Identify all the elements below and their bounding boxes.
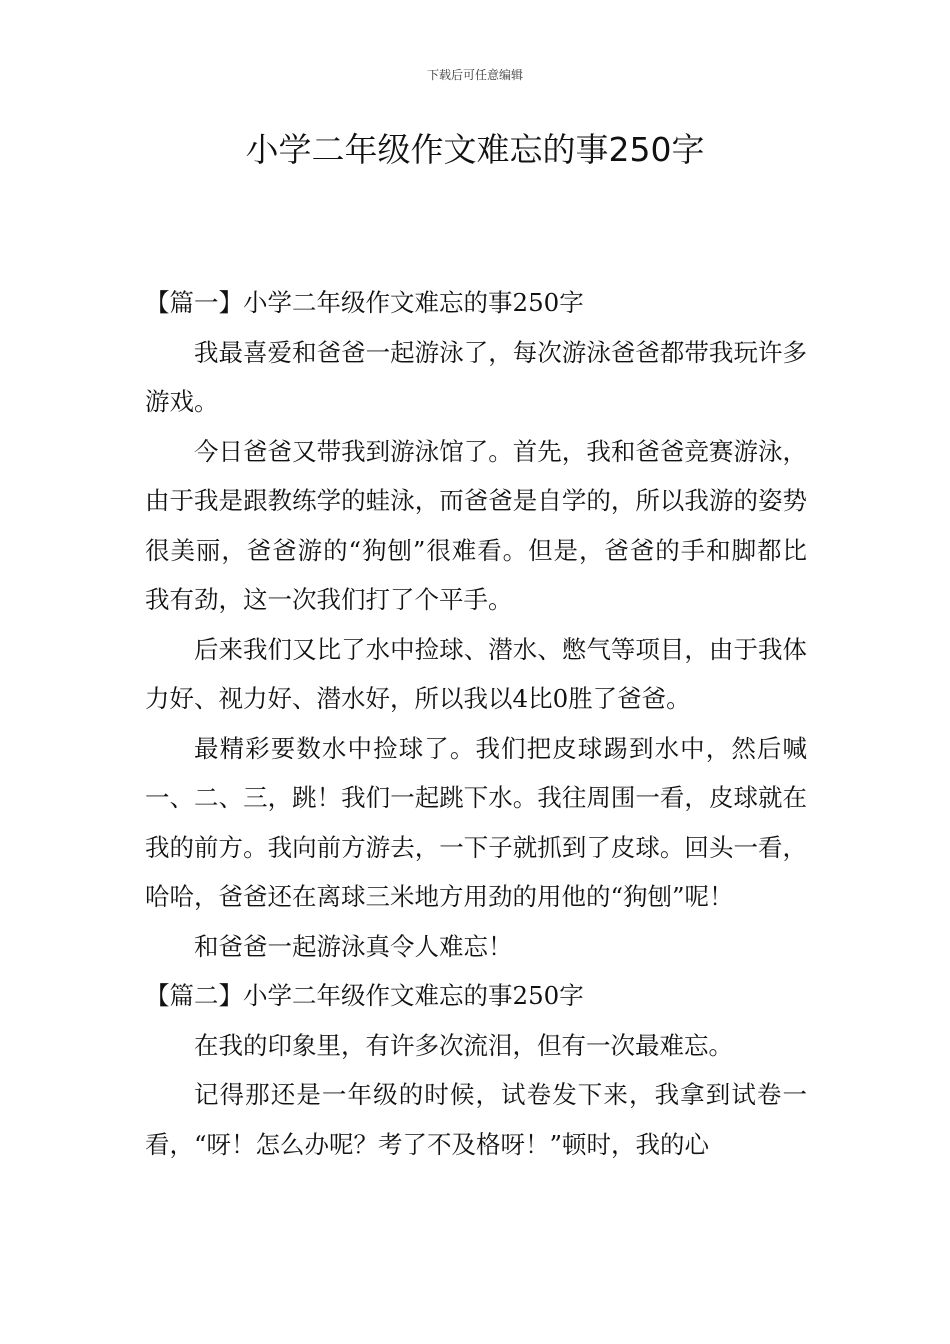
- header-note: 下载后可任意编辑: [426, 68, 523, 82]
- document-body: [145, 278, 807, 1169]
- paragraph: 在我的印象里，有许多次流泪，但有一次最难忘。: [194, 1030, 733, 1060]
- paragraph: 最精彩要数水中捡球了。我们把皮球踢到水中，然后喊一、二、三，跳！我们一起跳下水。我往周围一看，皮球就在我的前方。我向前方游去，一下子就抓到了皮球。回头一看，哈哈，爸爸还在离球三米地方用劲的用他的“狗刨”呢！: [145, 733, 807, 911]
- paragraph: 记得那还是一年级的时候，试卷发下来，我拿到试卷一看，“呀！怎么办呢？考了不及格呀！”顿时，我的心: [145, 1080, 807, 1159]
- section-heading-1: 【篇一】小学二年级作文难忘的事250字: [145, 288, 584, 317]
- paragraph: 今日爸爸又带我到游泳馆了。首先，我和爸爸竞赛游泳，由于我是跟教练学的蛙泳，而爸爸是自学的，所以我游的姿势很美丽，爸爸游的“狗刨”很难看。但是，爸爸的手和脚都比我有劲，这一次我们打了个平手。: [145, 436, 807, 614]
- document-title: 小学二年级作文难忘的事250字: [245, 130, 705, 169]
- paragraph: 后来我们又比了水中捡球、潜水、憋气等项目，由于我体力好、视力好、潜水好，所以我以4比0胜了爸爸。: [145, 634, 807, 713]
- section-heading-2: 【篇二】小学二年级作文难忘的事250字: [145, 981, 584, 1010]
- paragraph: 和爸爸一起游泳真令人难忘！: [194, 931, 513, 961]
- paragraph: 我最喜爱和爸爸一起游泳了，每次游泳爸爸都带我玩许多游戏。: [145, 337, 807, 416]
